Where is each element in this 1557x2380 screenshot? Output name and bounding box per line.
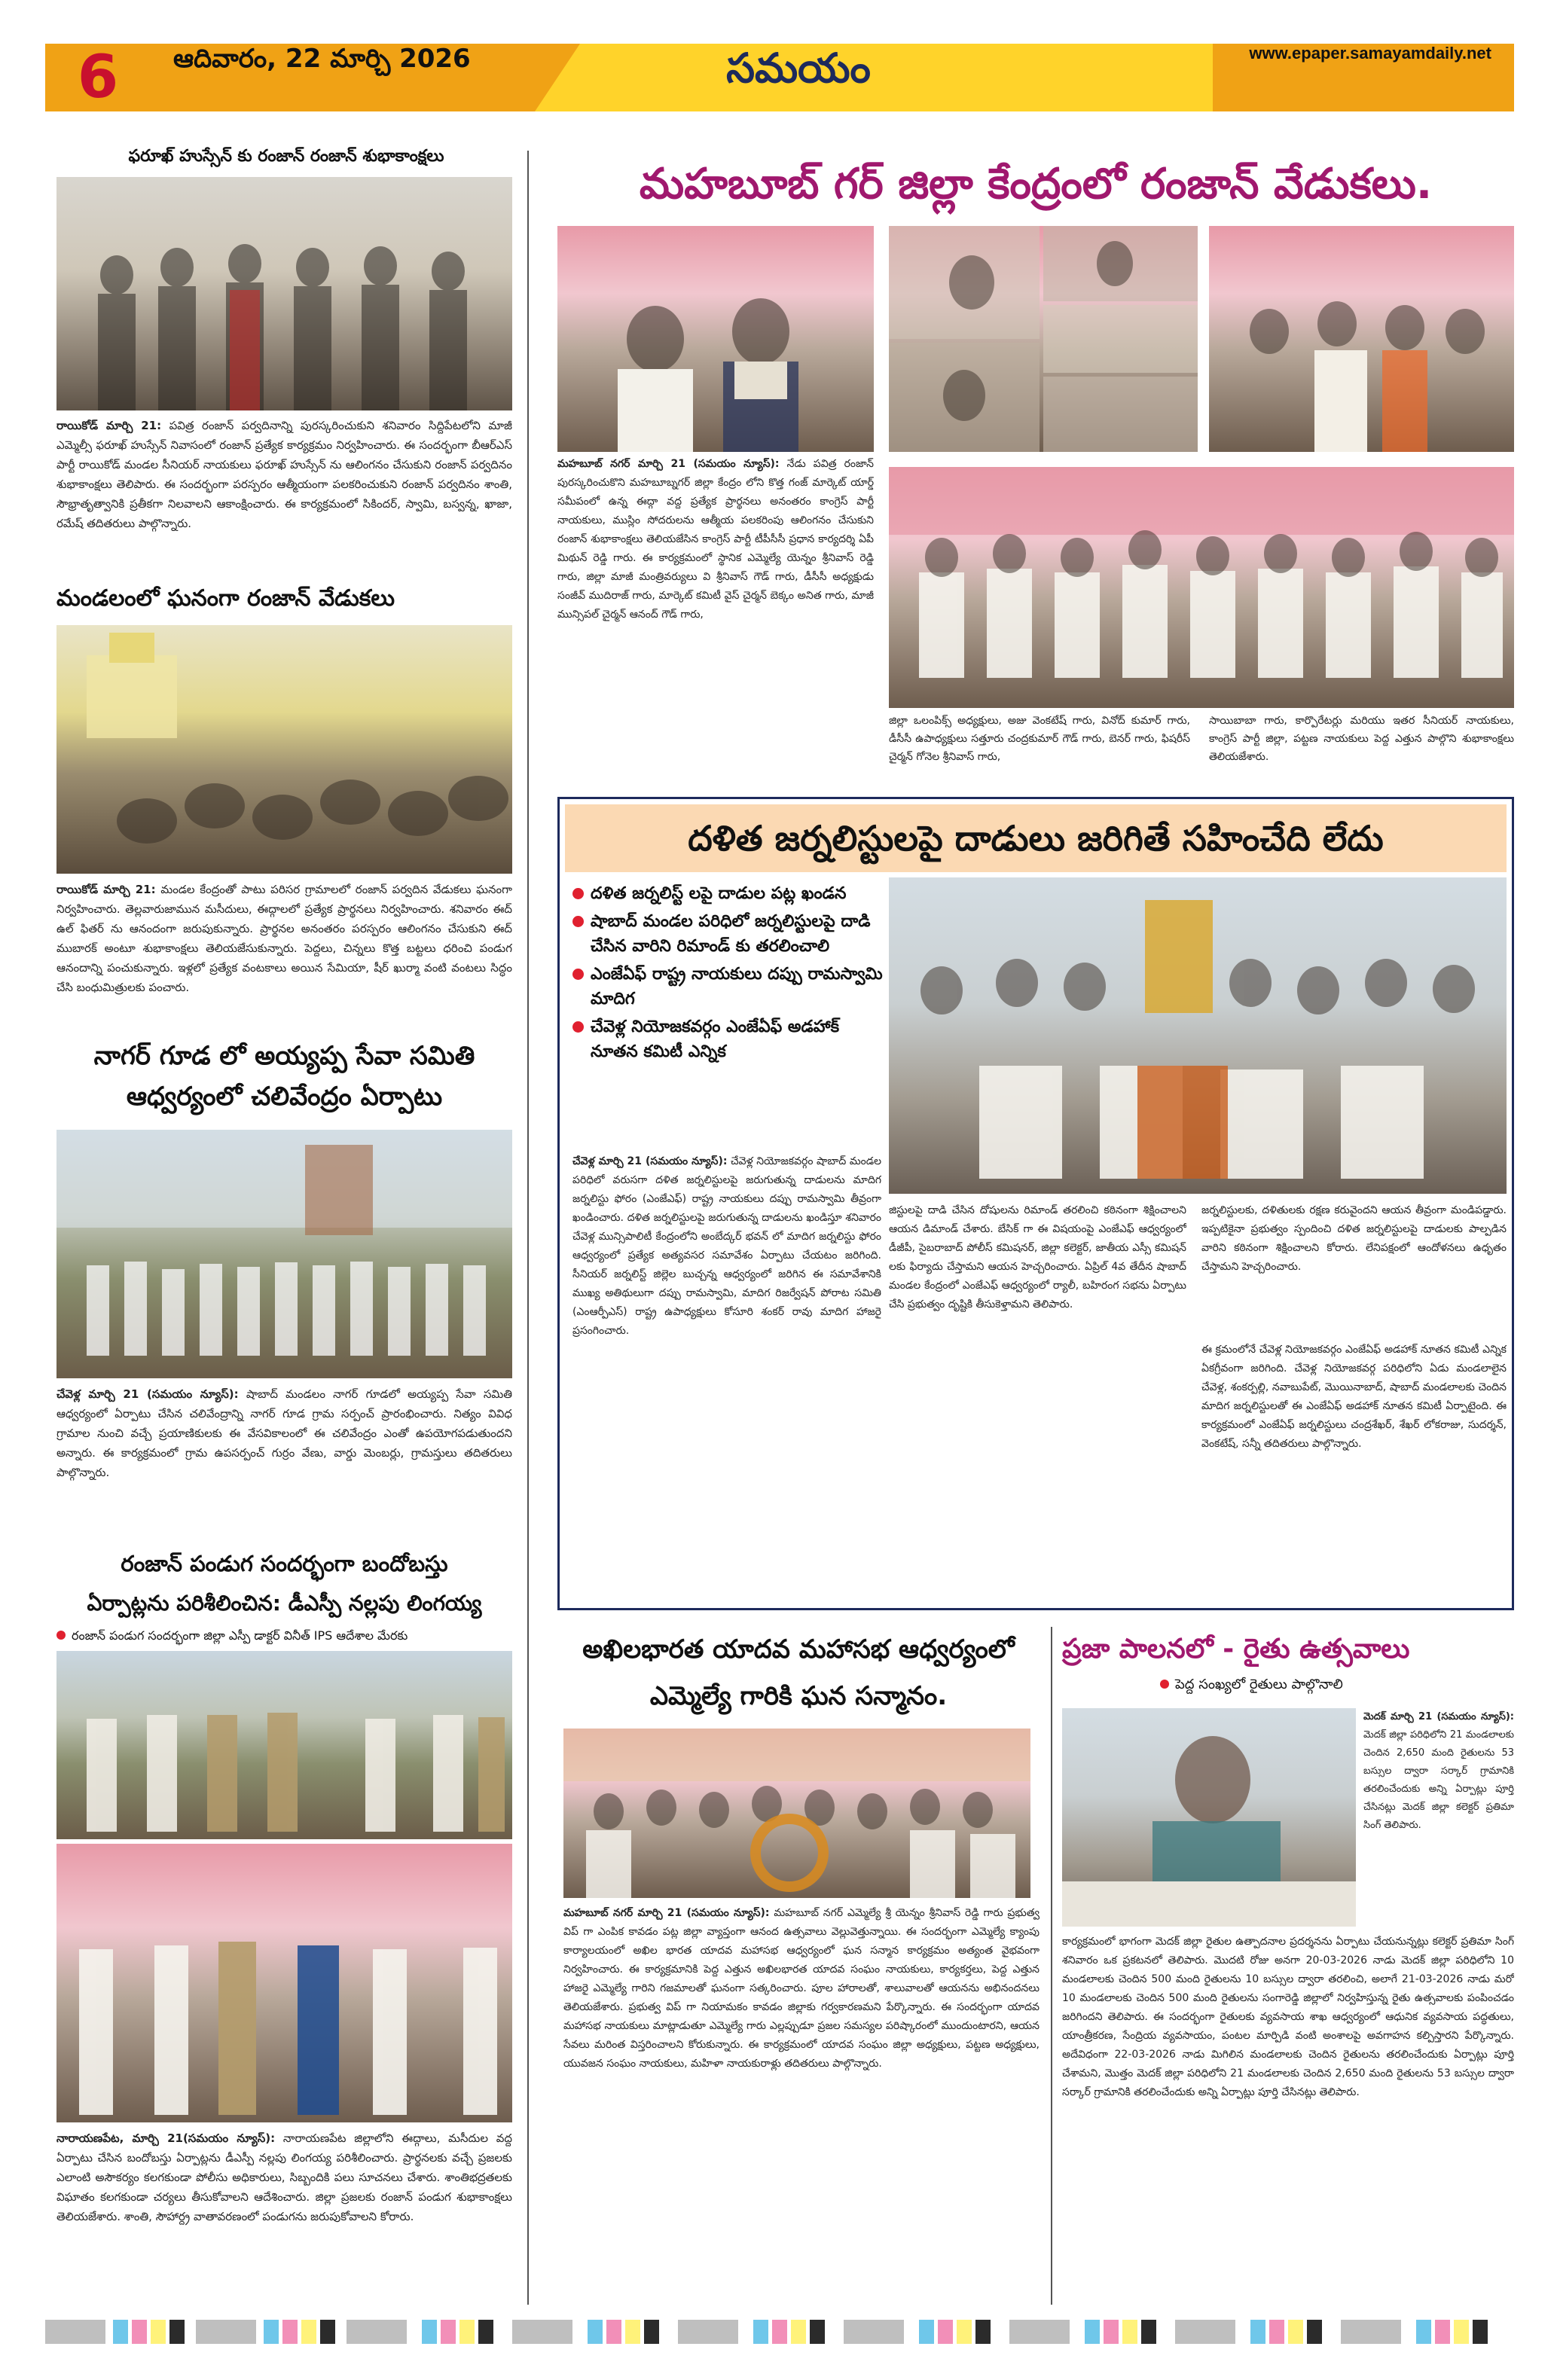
article-body-dalit-2: జిస్టులపై దాడి చేసిన దోషులను రిమాండ్ తరలించి కఠినంగా శిక్షించాలని ఆయన డిమాండ్ చేశారు. బేసిక్ గా ఈ విషయంపై ఎంజేఎఫ్ ఆధ్వర్యంలో డీజీపీ, సైబరాబాద్ పోలీస్ కమిషనర్, జిల్లా కలెక్టర్, జాతీయ ఎస్సీ కమిషన్ లకు ఫిర్యాదు చేస్తామని ఆయన హెచ్చరించారు. ఏప్రిల్ 4వ తేదీన షాబాద్ మండల కేంద్రంలో ఎంజేఎఫ్ ఆధ్వర్యంలో ర్యాలీ, బహిరంగ సభను ఏర్పాటు చేసి ప్రభుత్వం దృష్టికి తీసుకెళ్తామని తెలిపారు.	[889, 1204, 1186, 1311]
body-copy: నేడు పవిత్ర రంజాన్ పురస్కరించుకొని మహబూబ్నగర్ జిల్లా కేంద్రం లోని కొత్త గంజ్ మార్కెట్ యార్డ్ సమీపంలో ఉన్న ఈద్గా వద్ద ప్రత్యేక ప్రార్థనలు అనంతరం కాంగ్రెస్ పార్టీ నాయకులు, ముస్లిం సోదరులను ఆత్మీయ పలకరింపు ఆలింగనం చేసుకుని రంజాన్ శుభాకాంక్షలు తెలియజేసిన కాంగ్రెస్ పార్టీ టీపీసీసీ ప్రధాన కార్యదర్శి ఏపీ మిథున్ రెడ్డి గారు. ఈ కార్యక్రమంలో స్థానిక ఎమ్మెల్యే యెన్నం శ్రీనివాస్ రెడ్డి గారు, జిల్లా మాజీ మంత్రివర్యులు వి శ్రీనివాస్ గౌడ్ గారు, డీసీసీ అధ్యక్షుడు సంజీవ్ ముదిరాజ్ గారు, మార్కెట్ కమిటీ వైస్ చైర్మన్ బెక్కం అనిత గారు, మాజీ మున్సిపల్ చైర్మన్ ఆనంద్ గౌడ్ గారు,	[557, 458, 874, 621]
color-bar-swatch	[301, 2320, 316, 2344]
color-bar-swatch	[151, 2320, 166, 2344]
color-bar-swatch	[844, 2320, 904, 2344]
color-bar-swatch	[478, 2320, 493, 2344]
highlight-item: దళిత జర్నలిస్ట్ లపై దాడుల పట్ల ఖండన	[572, 881, 889, 906]
dateline: చేవెళ్ల మార్చి 21 (సమయం న్యూస్):	[56, 1387, 239, 1401]
color-bar-swatch	[132, 2320, 147, 2344]
epaper-url[interactable]: www.epaper.samayamdaily.net	[1249, 44, 1491, 63]
body-copy: నారాయణపేట జిల్లాలోని ఈద్గాలు, మసీదుల వద్ద ఏర్పాటు చేసిన బందోబస్తు ఏర్పాట్లను డీఎస్పీ నల్లపు లింగయ్య పరిశీలించారు. ప్రార్థనలకు వచ్చే ప్రజలకు ఎలాంటి అసౌకర్యం కలగకుండా పోలీసు అధికారులు, సిబ్బందికి పలు సూచనలు చేశారు. శాంతిభద్రతలకు విఘాతం కలగకుండా చర్యలు తీసుకోవాలని ఆదేశించారు. జిల్లా ప్రజలకు రంజాన్ పండుగ శుభాకాంక్షలు తెలియజేశారు. శాంతి, సౌహార్ద్ర వాతావరణంలో పండుగను జరుపుకోవాలని కోరారు.	[56, 2131, 512, 2223]
color-bar-swatch	[1307, 2320, 1322, 2344]
dalit-highlights	[572, 881, 889, 1067]
color-bar-swatch	[957, 2320, 972, 2344]
column-separator-right	[1051, 1627, 1052, 2305]
color-bar-swatch	[1250, 2320, 1265, 2344]
photo-dsp-inspection-1	[56, 1651, 512, 1839]
color-bar-swatch	[45, 2320, 105, 2344]
color-bar-swatch	[1341, 2320, 1401, 2344]
dateline: రాయికోడ్ మార్చి 21:	[56, 419, 162, 432]
article-body-rythu-2: కార్యక్రమంలో భాగంగా మెదక్ జిల్లా రైతుల ఉత్పాదనాల ప్రదర్శనను ఏర్పాటు చేయనున్నట్లు కలెక్టర్ ప్రతిమా సింగ్ శనివారం ఒక ప్రకటనలో తెలిపారు. మొదటి రోజు అనగా 20-03-2026 నాడు మెదక్ జిల్లా పరిధిలోని 10 మండలాలకు చెందిన 500 మంది రైతులను 10 బస్సుల ద్వారా తరలించి, అలాగే 21-03-2026 నాడు మరో 10 మండలాలకు చెందిన 500 మంది రైతులను సంగారెడ్డి జిల్లాలో నిర్వహిస్తున్న రైతు ఉత్సవాలకు పంపించడం జరిగిందని తెలిపారు. ఈ సందర్భంగా రైతులకు వ్యవసాయ శాఖ ఆధ్వర్యంలో ఆధునిక వ్యవసాయ పద్ధతులు, యాంత్రీకరణ, సేంద్రియ వ్యవసాయం, పంటల మార్పిడి వంటి అంశాలపై అవగాహన కల్పిస్తారని పేర్కొన్నారు. అదేవిధంగా 22-03-2026 నాడు మిగిలిన మండలాలకు చెందిన రైతులను తరలించేందుకు ఏర్పాట్లు పూర్తి చేశామని, మొత్తం మెదక్ జిల్లా పరిధిలోని 21 మండలాలకు చెందిన 2,650 మంది రైతులను 53 బస్సుల ద్వారా సర్కార్ గ్రామానికి తరలించేందుకు అన్ని ఏర్పాట్లు పూర్తి చేసినట్లు తెలిపారు.	[1062, 1936, 1514, 2098]
color-bar-swatch	[1269, 2320, 1284, 2344]
article-body-bandobast	[56, 2128, 512, 2302]
article-kicker-rythu	[1160, 1674, 1514, 1696]
article-body-mandal-ramzan	[56, 880, 512, 1030]
color-bar-swatch	[1085, 2320, 1100, 2344]
article-body-mahabubnagar-3: సాయిబాబా గారు, కార్పొరేటర్లు మరియు ఇతర సీనియర్ నాయకులు, కాంగ్రెస్ పార్టీ జిల్లా, పట్టణ నాయకులు పెద్ద ఎత్తున పాల్గొని శుభాకాంక్షలు తెలియజేశారు.	[1209, 715, 1514, 763]
color-bar-swatch	[1454, 2320, 1469, 2344]
article-headline-yadava-2: ఎమ్మెల్యే గారికి ఘన సన్మానం.	[649, 1681, 948, 1711]
color-bar-swatch	[625, 2320, 640, 2344]
photo-mahabubnagar-1	[557, 226, 874, 452]
color-bar-swatch	[320, 2320, 335, 2344]
article-headline-rythu: ప్రజా పాలనలో - రైతు ఉత్సవాలు	[1062, 1634, 1410, 1664]
article-body-dalit-4: ఈ క్రమంలోనే చేవెళ్ల నియోజకవర్గం ఎంజేఏఫ్ అడహాక్ నూతన కమిటీ ఎన్నిక ఏకగ్రీవంగా జరిగింది. చేవెళ్ల నియోజకవర్గ పరిధిలోని ఏడు మండలాలైన చేవెళ్ల, శంకర్పల్లి, నవాబుపేట్, మొయినాబాద్, షాబాద్ మండలాలకు చెందిన మాదిగ జర్నలిస్టులతో ఈ ఎంజేఏఫ్ అడహాక్ నూతన కమిటీ ఏర్పాటైంది. ఈ కార్యక్రమంలో ఎంజేఏఫ్ జర్నలిస్టులు చంద్రశేఖర్, శేఖర్ లోకరాజు, సుదర్శన్, వెంకటేష్, సన్నీ తదితరులు పాల్గొన్నారు.	[1201, 1344, 1507, 1450]
color-bar-swatch	[1473, 2320, 1488, 2344]
photo-farukh-greeting	[56, 177, 512, 410]
kicker-bullet-icon	[1160, 1680, 1169, 1689]
article-body-ayyappa	[56, 1384, 512, 1539]
color-bar-swatch	[1416, 2320, 1431, 2344]
article-kicker-bandobast	[56, 1625, 512, 1646]
body-copy: మహబూబ్ నగర్ ఎమ్మెల్యే శ్రీ యెన్నం శ్రీనివాస్ రెడ్డి గారు ప్రభుత్వ విప్ గా ఎంపిక కావడం పట్ల జిల్లా వ్యాప్తంగా ఆనంద ఉత్సవాలు వెల్లువెత్తున్నాయి. ఈ సందర్భంగా ఎమ్మెల్యే క్యాంపు కార్యాలయంలో అఖిల భారత యాదవ మహాసభ ఆధ్వర్యంలో ఘన సన్మాన కార్యక్రమం అత్యంత వైభవంగా నిర్వహించారు. ఈ కార్యక్రమానికి పెద్ద ఎత్తున అఖిలభారత యాదవ సంఘం నాయకులు, కార్యకర్తలు, పెద్ద ఎత్తున హాజరై ఎమ్మెల్యే గారిని గజమాలతో ఘనంగా సత్కరించారు. పూల హారాలతో, శాలువాలతో ఆయనను అభినందనలు తెలియజేశారు. ప్రభుత్వ విప్ గా నియామకం కావడం జిల్లాకు గర్వకారణమని పేర్కొన్నారు. ఈ సందర్భంగా యాదవ మహాసభ నాయకులు మాట్లాడుతూ ఎమ్మెల్యే గారు ఎల్లప్పుడూ ప్రజల సమస్యల పరిష్కారంలో ముందుంటారని, ఆయన సేవలు మరింత విస్తరించాలని కోరుకున్నారు. ఈ కార్యక్రమంలో యాదవ సంఘం జిల్లా అధ్యక్షులు, పట్టణ అధ్యక్షులు, యువజన సంఘం నాయకులు, మహిళా నాయకురాళ్లు తదితరులు పాల్గొన్నారు.	[563, 1907, 1040, 2070]
color-bar-swatch	[1175, 2320, 1235, 2344]
body-copy: పవిత్ర రంజాన్ పర్వదినాన్ని పురస్కరించుకుని శనివారం సిద్దిపేటలోని మాజీ ఎమ్మెల్సీ ఫరూఖ్ హుస్సేన్ నివాసంలో రంజాన్ ప్రత్యేక కార్యక్రమం నిర్వహించారు. ఈ సందర్భంగా బీఆర్ఎస్ పార్టీ రాయికోడ్ మండల సీనియర్ నాయకులు ఫరూఖ్ హుస్సేన్ ను ఆలింగనం చేసుకుని రంజాన్ పర్వదినం శుభాకాంక్షలు తెలిపారు. ఈ సందర్భంగా పరస్పరం ఆత్మీయంగా పలకరించుకుని రంజాన్ పర్వదినం శాంతి, సౌభ్రాతృత్వానికి ప్రతీకగా నిలవాలని ఆకాంక్షించారు. ఈ కార్యక్రమంలో సికిందర్, స్వామి, బస్వన్న, ఖాజా, రమేష్ తదితరులు పాల్గొన్నారు.	[56, 419, 512, 530]
photo-mahabubnagar-3	[1209, 226, 1514, 452]
newspaper-logo: సమయం	[726, 44, 871, 92]
color-bar-swatch	[975, 2320, 991, 2344]
color-bar-swatch	[1435, 2320, 1450, 2344]
color-bar-swatch	[441, 2320, 456, 2344]
photo-dsp-inspection-2	[56, 1844, 512, 2122]
photo-mahabubnagar-stage	[889, 467, 1514, 708]
dateline: మెదక్ మార్చి 21 (సమయం న్యూస్):	[1363, 1711, 1514, 1722]
highlight-item: ఎంజేఏఫ్ రాష్ట్ర నాయకులు దప్పు రామస్వామి మాదిగ	[572, 962, 889, 1012]
photo-mjf-meeting	[889, 877, 1507, 1194]
color-bar-swatch	[678, 2320, 738, 2344]
body-copy: మెదక్ జిల్లా పరిధిలోని 21 మండలాలకు చెందిన 2,650 మంది రైతులను 53 బస్సుల ద్వారా సర్కార్ గ్రామానికి తరలించేందుకు అన్ని ఏర్పాట్లు పూర్తి చేసినట్లు మెదక్ జిల్లా కలెక్టర్ ప్రతిమా సింగ్ తెలిపారు.	[1363, 1729, 1514, 1831]
highlight-item: చేవెళ్ల నియోజకవర్గం ఎంజేఏఫ్ అడహాక్ నూతన కమిటీ ఎన్నిక	[572, 1015, 889, 1064]
color-bar-swatch	[919, 2320, 934, 2344]
article-body-farukh	[56, 416, 512, 566]
color-bar-swatch	[422, 2320, 437, 2344]
article-body-dalit-3: జర్నలిస్టులకు, దళితులకు రక్షణ కరువైందని ఆయన తీవ్రంగా మండిపడ్డారు. ఇప్పటికైనా ప్రభుత్వం స్పందించి దళిత జర్నలిస్టులపై దాడులకు పాల్పడిన వారిని కఠినంగా శిక్షించాలని కోరారు. లేనిపక్షంలో ఆందోళనలు ఉధృతం చేస్తామని హెచ్చరించారు.	[1201, 1204, 1507, 1273]
photo-yadava-felicitation	[563, 1729, 1030, 1898]
body-copy: చేవెళ్ల నియోజకవర్గం షాబాద్ మండల పరిధిలో వరుసగా దళిత జర్నలిస్టులపై జరుగుతున్న దాడులను మాదిగ జర్నలిస్టు ఫోరం (ఎంజేఎఫ్) రాష్ట్ర నాయకులు దప్పు రామస్వామి తీవ్రంగా ఖండించారు. దళిత జర్నలిస్టులపై జరుగుతున్న దాడులను ఖండిస్తూ శనివారం చేవెళ్ల మున్సిపాలిటీ కేంద్రంలోని అంబేద్కర్ భవన్ లో మాదిగ జర్నలిస్టు ఫోరం ఆధ్వర్యంలో ప్రత్యేక అత్యవసర సమావేశం ఏర్పాటు చేయటం జరిగింది. సీనియర్ జర్నలిస్ట్ జిల్లెల బుచ్చన్న ఆధ్వర్యంలో జరిగిన ఈ సమావేశానికి ముఖ్య అతిథులుగా దప్పు రామస్వామి, మాదిగ రిజర్వేషన్ పోరాట సమితి (ఎంఆర్పీఎస్) రాష్ట్ర ఉపాధ్యక్షులు కోసూరి శంకర్ రావు మాదిగ హాజరై ప్రసంగించారు.	[572, 1155, 881, 1337]
color-bar-swatch	[459, 2320, 475, 2344]
color-bar-swatch	[1104, 2320, 1119, 2344]
color-bar-swatch	[791, 2320, 806, 2344]
color-bar-swatch	[169, 2320, 185, 2344]
color-bar-swatch	[938, 2320, 953, 2344]
article-headline-bandobast-2: ఏర్పాట్లను పరిశీలించిన: డీఎస్పీ నల్లపు లింగయ్య	[87, 1591, 482, 1616]
dateline: చేవెళ్ల మార్చి 21 (సమయం న్యూస్):	[572, 1155, 728, 1167]
dateline: రాయికోడ్ మార్చి 21:	[56, 883, 156, 896]
article-headline-farukh: ఫరూఖ్ హుస్సేన్ కు రంజాన్ రంజాన్ శుభాకాంక్షలు	[128, 147, 444, 166]
color-bar-swatch	[264, 2320, 279, 2344]
dateline: మహబూబ్ నగర్ మార్చి 21 (సమయం న్యూస్):	[557, 458, 780, 470]
kicker-text: రంజాన్ పండుగ సందర్భంగా జిల్లా ఎస్పీ డాక్టర్ వినీత్ IPS ఆదేశాల మేరకు	[72, 1628, 408, 1643]
article-body-dalit-1	[572, 1152, 881, 1604]
color-bar-swatch	[753, 2320, 768, 2344]
color-bar-swatch	[1141, 2320, 1156, 2344]
issue-date: ఆదివారం, 22 మార్చి 2026	[173, 44, 471, 74]
photo-collector-pratima-singh	[1062, 1708, 1356, 1927]
body-copy: మండల కేంద్రంతో పాటు పరిసర గ్రామాలలో రంజాన్ పర్వదిన వేడుకలు ఘనంగా నిర్వహించారు. తెల్లవారుజామున మసీదులు, ఈద్గాలలో ప్రత్యేక ప్రార్థనలు నిర్వహించారు. శనివారం ఈద్ ఉల్ ఫితర్ ను ఆనందంగా జరుపుకున్నారు. ప్రార్థనల అనంతరం పరస్పరం ఆలింగనం చేసుకుని ఈద్ ముబారక్ అంటూ శుభాకాంక్షలు తెలియజేసుకున్నారు. పెద్దలు, చిన్నలు కొత్త బట్టలు ధరించి పండుగ ఆనందాన్ని పంచుకున్నారు. ఇళ్లలో ప్రత్యేక వంటకాలు అయిన సేమియా, షీర్ ఖుర్మా వంటి వంటలు సిద్ధం చేసి బంధుమిత్రులకు పంచారు.	[56, 883, 512, 994]
color-bar-swatch	[810, 2320, 825, 2344]
dateline: నారాయణపేట, మార్చి 21(సమయం న్యూస్):	[56, 2131, 276, 2145]
article-body-mahabubnagar-1	[557, 455, 874, 703]
color-bar-swatch	[113, 2320, 128, 2344]
kicker-bullet-icon	[56, 1631, 66, 1640]
color-bar-swatch	[588, 2320, 603, 2344]
color-bar-swatch	[606, 2320, 621, 2344]
column-separator-left	[527, 151, 529, 2305]
kicker-text: పెద్ద సంఖ్యలో రైతులు పాల్గొనాలి	[1175, 1677, 1343, 1692]
body-copy: షాబాద్ మండలం నాగర్ గూడలో అయ్యప్ప సేవా సమితి ఆధ్వర్యంలో ఏర్పాటు చేసిన చలివేంద్రాన్ని నాగర్ గూడ గ్రామ సర్పంచ్ ప్రారంభించారు. నిత్యం వివిధ గ్రామాల నుంచి వచ్చే ప్రయాణికులకు ఈ వేసవికాలంలో ఈ చలివేంద్రం ఎంతో ఉపయోగపడుతుందని అన్నారు. ఈ కార్యక్రమంలో గ్రామ ఉపసర్పంచ్ గుర్రం వేణు, వార్డు మెంబర్లు, గ్రామస్తులు తదితరులు పాల్గొన్నారు.	[56, 1387, 512, 1479]
color-bar-swatch	[1288, 2320, 1303, 2344]
page-number: 6	[77, 44, 119, 111]
photo-ayyappa-chalivendram	[56, 1130, 512, 1378]
highlight-item: షాబాద్ మండల పరిధిలో జర్నలిస్టులపై దాడి చేసిన వారిని రిమాండ్ కు తరలించాలి	[572, 909, 889, 959]
article-body-rythu-1	[1363, 1708, 1514, 1927]
article-body-yadava	[563, 1904, 1040, 2303]
article-headline-mandal-ramzan: మండలంలో ఘనంగా రంజాన్ వేడుకలు	[56, 585, 395, 612]
article-headline-yadava-1: అఖిలభారత యాదవ మహాసభ ఆధ్వర్యంలో	[582, 1634, 1015, 1664]
color-bar-swatch	[772, 2320, 787, 2344]
photo-mahabubnagar-collage	[889, 226, 1198, 452]
article-headline-bandobast-1: రంజాన్ పండుగ సందర్భంగా బందోబస్తు	[121, 1551, 448, 1576]
article-body-mahabubnagar-2: జిల్లా ఒలంపిక్స్ అధ్యక్షులు, అజు వెంకటేష్ గారు, వినోద్ కుమార్ గారు, డీసీసీ ఉపాధ్యక్షులు సత్తూరు చంద్రకుమార్ గౌడ్ గారు, బెనర్ గారు, ఫిషరీస్ చైర్మన్ గోనెల శ్రీనివాస్ గారు,	[889, 715, 1190, 763]
color-bar-swatch	[1122, 2320, 1137, 2344]
article-headline-ayyappa: నాగర్ గూడ లో అయ్యప్ప సేవా సమితి ఆధ్వర్యంలో చలివేంద్రం ఏర్పాటు	[93, 1041, 475, 1112]
color-bar-swatch	[644, 2320, 659, 2344]
dateline: మహబూబ్ నగర్ మార్చి 21 (సమయం న్యూస్):	[563, 1907, 770, 1919]
article-headline-dalit: దళిత జర్నలిస్టులపై దాడులు జరిగితే సహించేది లేదు	[688, 818, 1384, 859]
article-headline-mahabubnagar-ramzan: మహబూబ్ గర్ జిల్లా కేంద్రంలో రంజాన్ వేడుకలు.	[639, 160, 1433, 209]
color-bar-swatch	[1009, 2320, 1070, 2344]
color-bar-swatch	[196, 2320, 256, 2344]
photo-mandal-prayers	[56, 625, 512, 874]
color-bar-swatch	[512, 2320, 572, 2344]
color-bar-swatch	[282, 2320, 298, 2344]
color-bar-swatch	[347, 2320, 407, 2344]
